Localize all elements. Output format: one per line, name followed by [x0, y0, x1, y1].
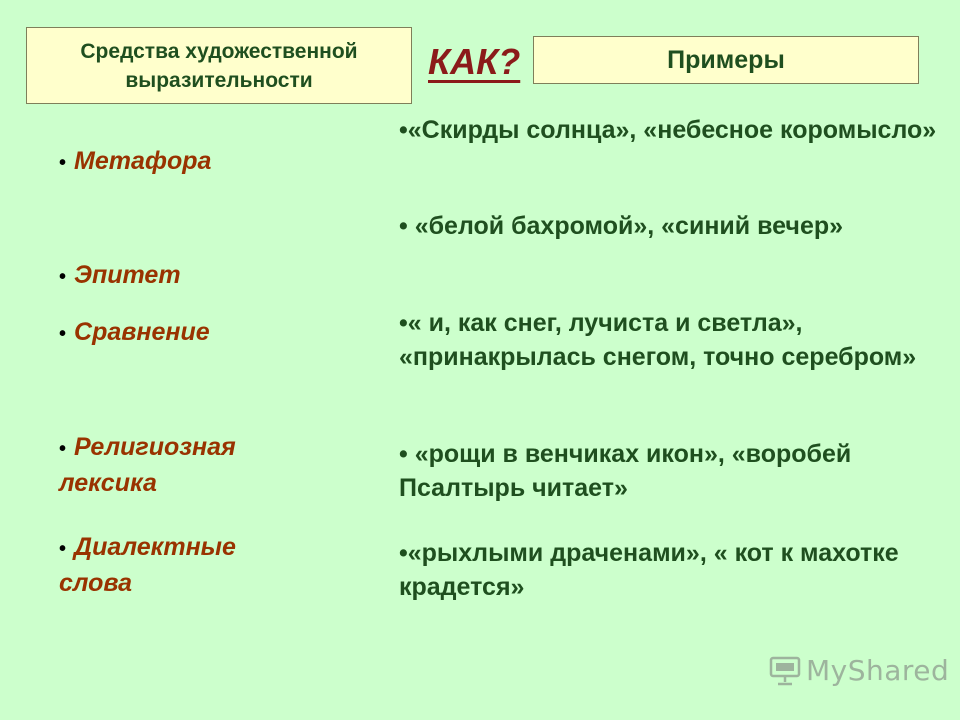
- term-text: Диалектные слова: [59, 533, 236, 597]
- term-item: [59, 530, 309, 600]
- examples-header-text: Примеры: [667, 45, 785, 74]
- bullet-icon: •: [59, 323, 67, 345]
- example-item: •«Скирды солнца», «небесное коромысло»: [399, 116, 937, 144]
- term-item: [59, 315, 309, 351]
- examples-header-box: [533, 36, 919, 84]
- term-text: Метафора: [74, 147, 212, 175]
- means-header-box: [26, 27, 412, 104]
- example-item: • «белой бахромой», «синий вечер»: [399, 212, 844, 240]
- term-text: Религиозная лексика: [59, 433, 236, 497]
- watermark-logo: [768, 654, 949, 687]
- term-text: Сравнение: [74, 318, 210, 346]
- bullet-icon: •: [59, 266, 67, 288]
- example-item: •« и, как снег, лучиста и светла», «принакрылась снегом, точно серебром»: [399, 309, 917, 371]
- watermark-text: MyShared: [806, 654, 950, 687]
- example-item: •«рыхлыми драченами», « кот к махотке крадется»: [399, 539, 899, 601]
- bullet-icon: •: [59, 152, 67, 174]
- term-item: [59, 430, 309, 500]
- term-item: [59, 144, 309, 180]
- term-item: [59, 258, 309, 294]
- term-text: Эпитет: [74, 261, 181, 289]
- example-item: • «рощи в венчиках икон», «воробей Псалтырь читает»: [399, 440, 852, 502]
- means-header-text: Средства художественной выразительности: [80, 39, 358, 92]
- presentation-board-icon: [768, 656, 802, 686]
- bullet-icon: •: [59, 538, 67, 560]
- how-label: КАК?: [428, 41, 521, 82]
- bullet-icon: •: [59, 438, 67, 460]
